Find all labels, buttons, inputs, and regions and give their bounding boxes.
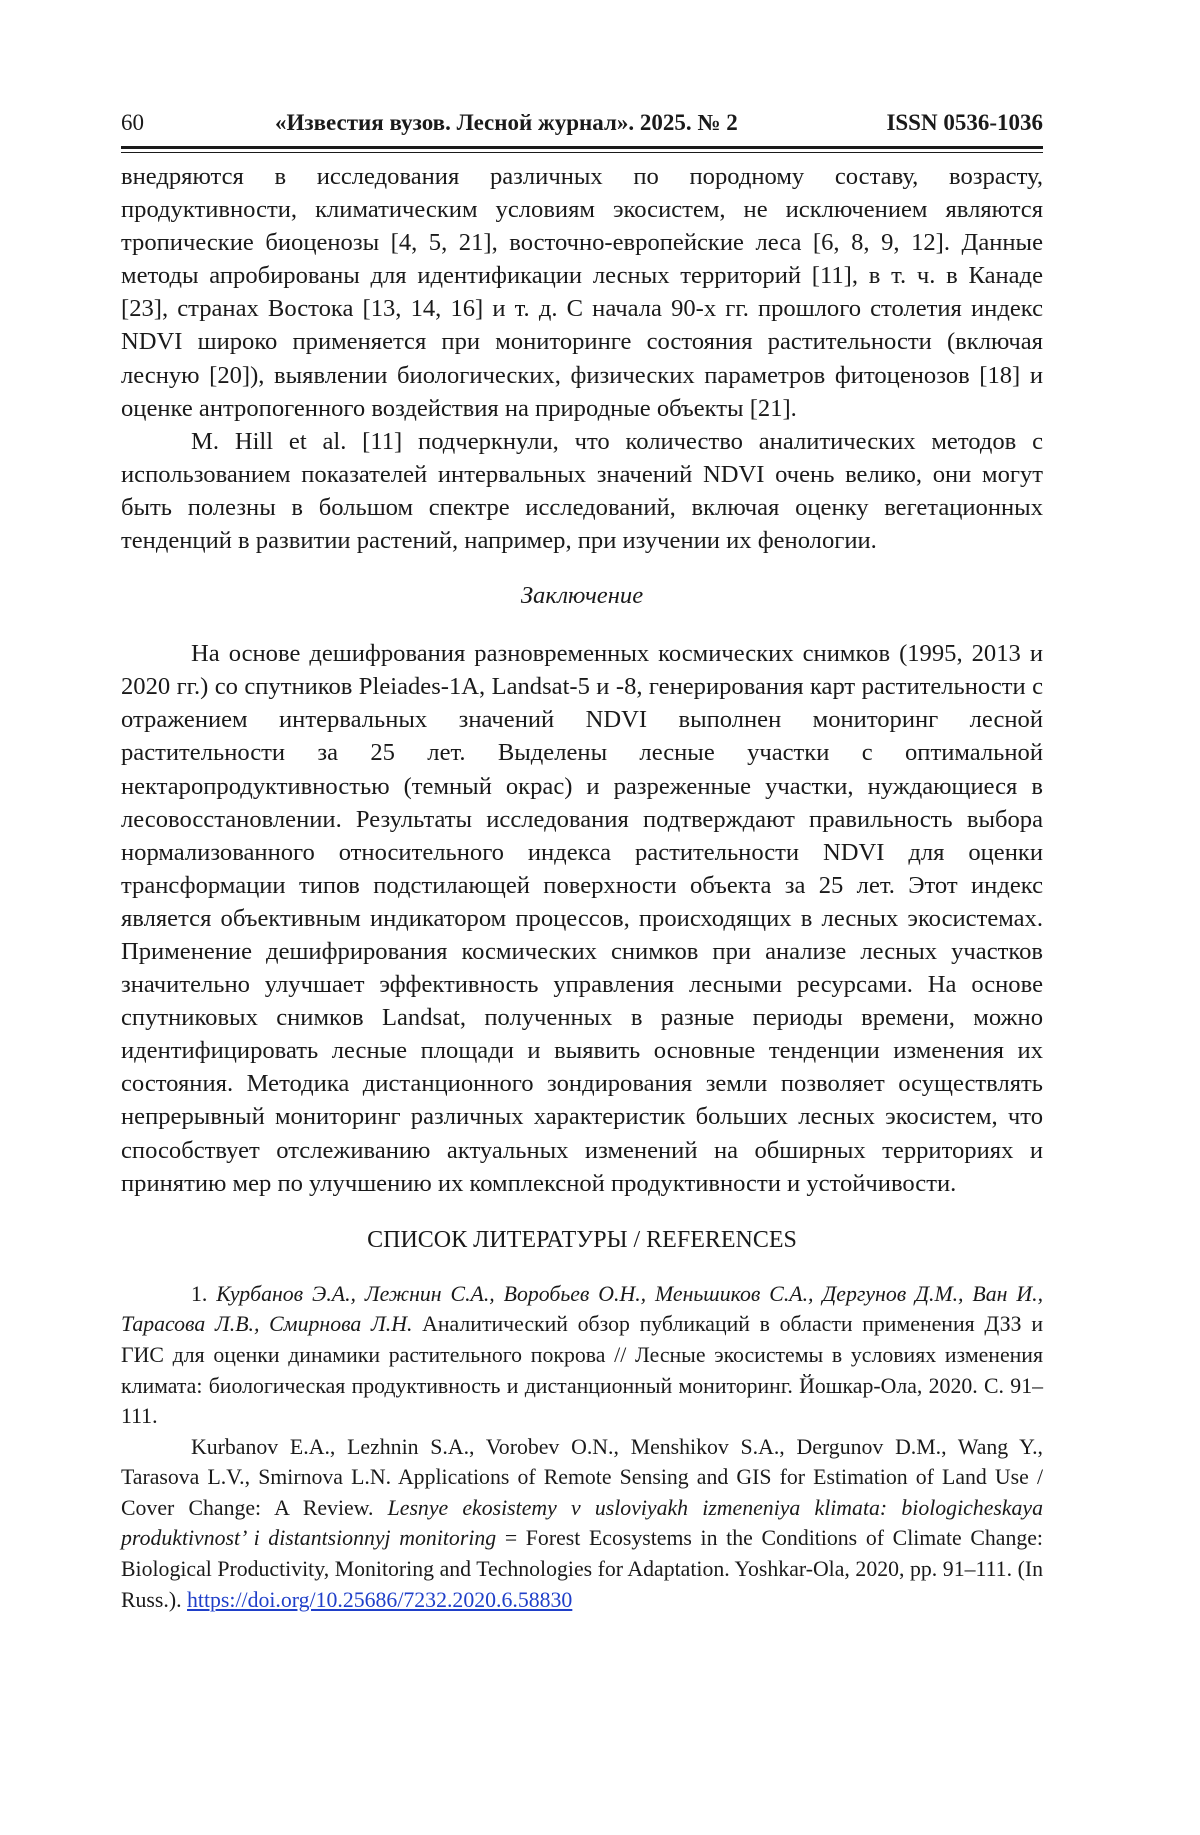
journal-page xyxy=(121,110,1043,1615)
journal-title: «Известия вузов. Лесной журнал». 2025. № 2 xyxy=(275,110,738,135)
header-rule-thick xyxy=(121,146,1043,149)
running-header xyxy=(121,110,1043,142)
section-heading-conclusion: Заключение xyxy=(520,582,644,610)
conclusion-paragraph: На основе дешифрования разновременных космических снимков (1995, 2013 и 2020 гг.) со спутников Pleiades-1A, Landsat-5 и -8, генерирования карт растительности с отражением интервальных значений NDVI выполнен мониторинг лесной растительности за 25 лет. Выделены лесные участки с оптимальной нектаропродуктивностью (темный окрас) и разреженные участки, нуждающиеся в лесовосстановлении. Результаты исследования подтверждают правильность выбора нормализованного относительного индекса растительности NDVI для оценки трансформации типов подстилающей поверхности объекта за 25 лет. Этот индекс является объективным индикатором процессов, происходящих в лесных экосистемах. Применение дешифрирования космических снимков при анализе лесных участков значительно улучшает эффективность управления лесными ресурсами. На основе спутниковых снимков Landsat, полученных в разные периоды времени, можно идентифицировать лесные площади и выявить основные тенденции изменения их состояния. Методика дистанционного зондирования земли позволяет осуществлять непрерывный мониторинг различных характеристик больших лесных экосистем, что способствует отслеживанию актуальных изменений на обширных территориях и принятию мер по улучшению их комплексной продуктивности и устойчивости. xyxy=(121,640,1043,1197)
doi-link[interactable]: https://doi.org/10.25686/7232.2020.6.58830 xyxy=(187,1587,573,1612)
body-paragraph-continued: внедряются в исследования различных по породному составу, возрасту, продуктивности, климатическим условиям экосистем, не исключением являются тропические биоценозы [4, 5, 21], восточно-европейские леса [6, 8, 9, 12]. Данные методы апробированы для идентификации лесных территорий [11], в т. ч. в Канаде [23], странах Востока [13, 14, 16] и т. д. С начала 90-х гг. прошлого столетия индекс NDVI широко применяется при мониторинге состояния растительности (включая лесную [20]), выявлении биологических, физических параметров фитоценозов [18] и оценке антропогенного воздействия на природные объекты [21]. xyxy=(121,163,1043,422)
reference-item-en xyxy=(121,1432,1043,1616)
reference-text: Аналитический обзор публикаций в области применения ДЗЗ и ГИС для оценки динамики растительного покрова // Лесные экосистемы в условиях изменения климата: биологическая продуктивность и дистанционный мониторинг. Йошкар-Ола, 2020. С. 91–111. xyxy=(121,1312,1043,1429)
header-rule-thin xyxy=(121,152,1043,153)
reference-number: 1. xyxy=(191,1281,217,1306)
reference-en-source: Lesnye ekosistemy v usloviyakh izmeneniya klimata: biologicheskaya produktivnost’ i distantsionnyj monitoring xyxy=(121,1495,1043,1551)
body-paragraph: M. Hill et al. [11] подчеркнули, что количество аналитических методов с использованием показателей интервальных значений NDVI очень велико, они могут быть полезны в большом спектре исследований, включая оценку вегетационных тенденций в развитии растений, например, при изучении их фенологии. xyxy=(121,427,1043,555)
issn: ISSN 0536-1036 xyxy=(886,110,1043,135)
reference-en-rest: = Forest Ecosystems in the Conditions of Climate Change: Biological Productivity, Monitoring and Technologies for Adaptation. Yoshkar-Ola, 2020, pp. 91–111. (In Russ.). xyxy=(121,1526,1043,1612)
page-number: 60 xyxy=(121,110,144,135)
reference-authors: Курбанов Э.А., Лежнин С.А., Воробьев О.Н., Меньшиков С.А., Дергунов Д.М., Ван И., Тарасова Л.В., Смирнова Л.Н. xyxy=(121,1281,1044,1337)
reference-en-text: Kurbanov E.A., Lezhnin S.A., Vorobev O.N., Menshikov S.A., Dergunov D.M., Wang Y., Tarasova L.V., Smirnova L.N. Applications of Remote Sensing and GIS for Estimation of Land Use / Cover Change: A Review. xyxy=(121,1434,1043,1520)
references-heading: СПИСОК ЛИТЕРАТУРЫ / REFERENCES xyxy=(367,1226,797,1253)
reference-item-ru xyxy=(121,1279,1043,1432)
